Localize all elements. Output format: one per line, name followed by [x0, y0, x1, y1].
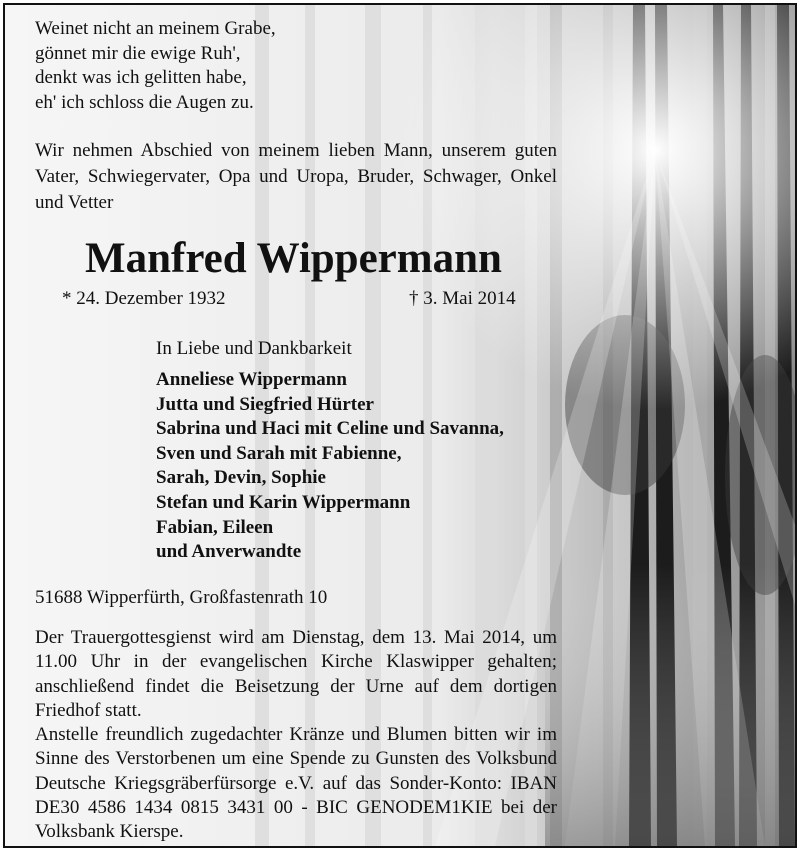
poem-line: denkt was ich gelitten habe, — [35, 67, 247, 88]
funeral-service-text: Der Trauergottesgienst wird am Dienstag, dem 13. Mai 2014, um 11.00 Uhr in der evangelischen Kirche Klaswipper gehalten; anschließend findet die Beisetzung der Urne auf dem dortigen Friedhof statt. — [35, 627, 557, 721]
poem — [35, 17, 276, 115]
mourner-name: Anneliese Wippermann — [156, 369, 347, 390]
birth-date: * 24. Dezember 1932 — [62, 288, 226, 309]
mourner-name: Jutta und Siegfried Hürter — [156, 393, 374, 415]
mourner-name: und Anverwandte — [156, 541, 302, 563]
poem-line: Weinet nicht an meinem Grabe, — [35, 18, 276, 39]
mourner-name: Sabrina und Haci mit Celine und Savanna, — [156, 418, 504, 440]
service-info — [35, 626, 557, 845]
family-address: 51688 Wipperfürth, Großfastenrath 10 — [35, 587, 328, 608]
death-date: † 3. Mai 2014 — [409, 288, 516, 309]
mourner-name: Stefan und Karin Wippermann — [156, 491, 411, 513]
mourners-list — [156, 368, 504, 565]
poem-line: gönnet mir die ewige Ruh', — [35, 42, 241, 64]
mourner-name: Sven und Sarah mit Fabienne, — [156, 442, 402, 464]
mourners-heading: In Liebe und Dankbarkeit — [156, 338, 352, 359]
mourner-name: Fabian, Eileen — [156, 516, 274, 538]
donation-request-text: Anstelle freundlich zugedachter Kränze und Blumen bitten wir im Sinne des Verstorbenen um eine Spende zu Gunsten des Volksbund Deutsche Kriegsgräberfürsorge e.V. auf das Sonder-Konto: IBAN DE30 4586 1434 0815 3431 00 - BIC GENODEM1KIE bei der Volksbank Kierspe. — [35, 724, 557, 843]
poem-line: eh' ich schloss die Augen zu. — [35, 91, 254, 113]
obituary-notice — [3, 3, 797, 848]
deceased-name: Manfred Wippermann — [85, 235, 502, 282]
mourner-name: Sarah, Devin, Sophie — [156, 467, 326, 489]
farewell-intro: Wir nehmen Abschied von meinem lieben Mann, unserem guten Vater, Schwiegervater, Opa und Uropa, Bruder, Schwager, Onkel und Vetter — [35, 140, 557, 213]
